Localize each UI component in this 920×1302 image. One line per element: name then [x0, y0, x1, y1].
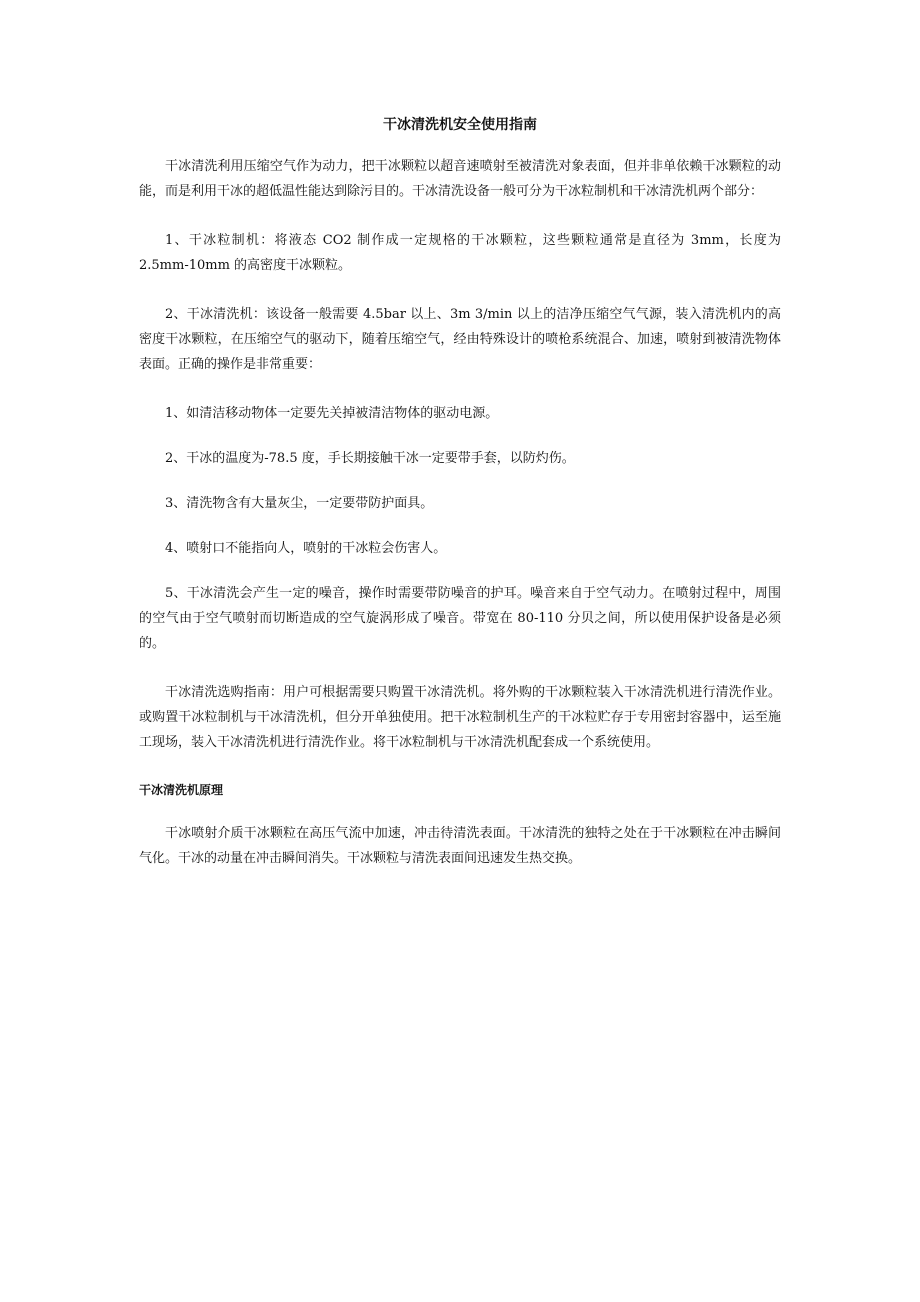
document-title: 干冰清洗机安全使用指南	[383, 117, 537, 133]
safety-rule-1: 1、如清洁移动物体一定要先关掉被清洁物体的驱动电源。	[165, 406, 499, 421]
document-body	[139, 114, 781, 895]
part-ice-blaster: 2、干冰清洗机：该设备一般需要 4.5bar 以上、3m 3/min 以上的洁净压缩空气气源，装入清洗机内的高密度干冰颗粒，在压缩空气的驱动下，随着压缩空气，经由特殊设计的喷枪系统混合、加速，喷射到被清洗物体表面。正确的操作是非常重要：	[139, 307, 781, 372]
intro-paragraph: 干冰清洗利用压缩空气作为动力，把干冰颗粒以超音速喷射至被清洗对象表面，但并非单依赖干冰颗粒的动能，而是利用干冰的超低温性能达到除污目的。干冰清洗设备一般可分为干冰粒制机和干冰清洗机两个部分：	[139, 159, 781, 199]
principle-paragraph: 干冰喷射介质干冰颗粒在高压气流中加速，冲击待清洗表面。干冰清洗的独特之处在于干冰颗粒在冲击瞬间气化。干冰的动量在冲击瞬间消失。干冰颗粒与清洗表面间迅速发生热交换。	[139, 826, 781, 866]
part-ice-pelletizer: 1、干冰粒制机：将液态 CO2 制作成一定规格的干冰颗粒，这些颗粒通常是直径为 3mm，长度为 2.5mm-10mm 的高密度干冰颗粒。	[139, 233, 781, 273]
safety-rule-5: 5、干冰清洗会产生一定的噪音，操作时需要带防噪音的护耳。噪音来自于空气动力。在喷射过程中，周围的空气由于空气喷射而切断造成的空气旋涡形成了噪音。带宽在 80-110 分贝之间，所以使用保护设备是必须的。	[139, 586, 781, 651]
safety-rule-4: 4、喷射口不能指向人，喷射的干冰粒会伤害人。	[165, 541, 447, 556]
safety-rule-2: 2、干冰的温度为-78.5 度，手长期接触干冰一定要带手套，以防灼伤。	[165, 451, 575, 466]
safety-rule-3: 3、清洗物含有大量灰尘，一定要带防护面具。	[165, 496, 434, 511]
purchase-guide-paragraph: 干冰清洗选购指南：用户可根据需要只购置干冰清洗机。将外购的干冰颗粒装入干冰清洗机进行清洗作业。或购置干冰粒制机与干冰清洗机，但分开单独使用。把干冰粒制机生产的干冰粒贮存于专用密封容器中，运至施工现场，装入干冰清洗机进行清洗作业。将干冰粒制机与干冰清洗机配套成一个系统使用。	[139, 685, 781, 750]
principle-heading: 干冰清洗机原理	[139, 783, 224, 797]
